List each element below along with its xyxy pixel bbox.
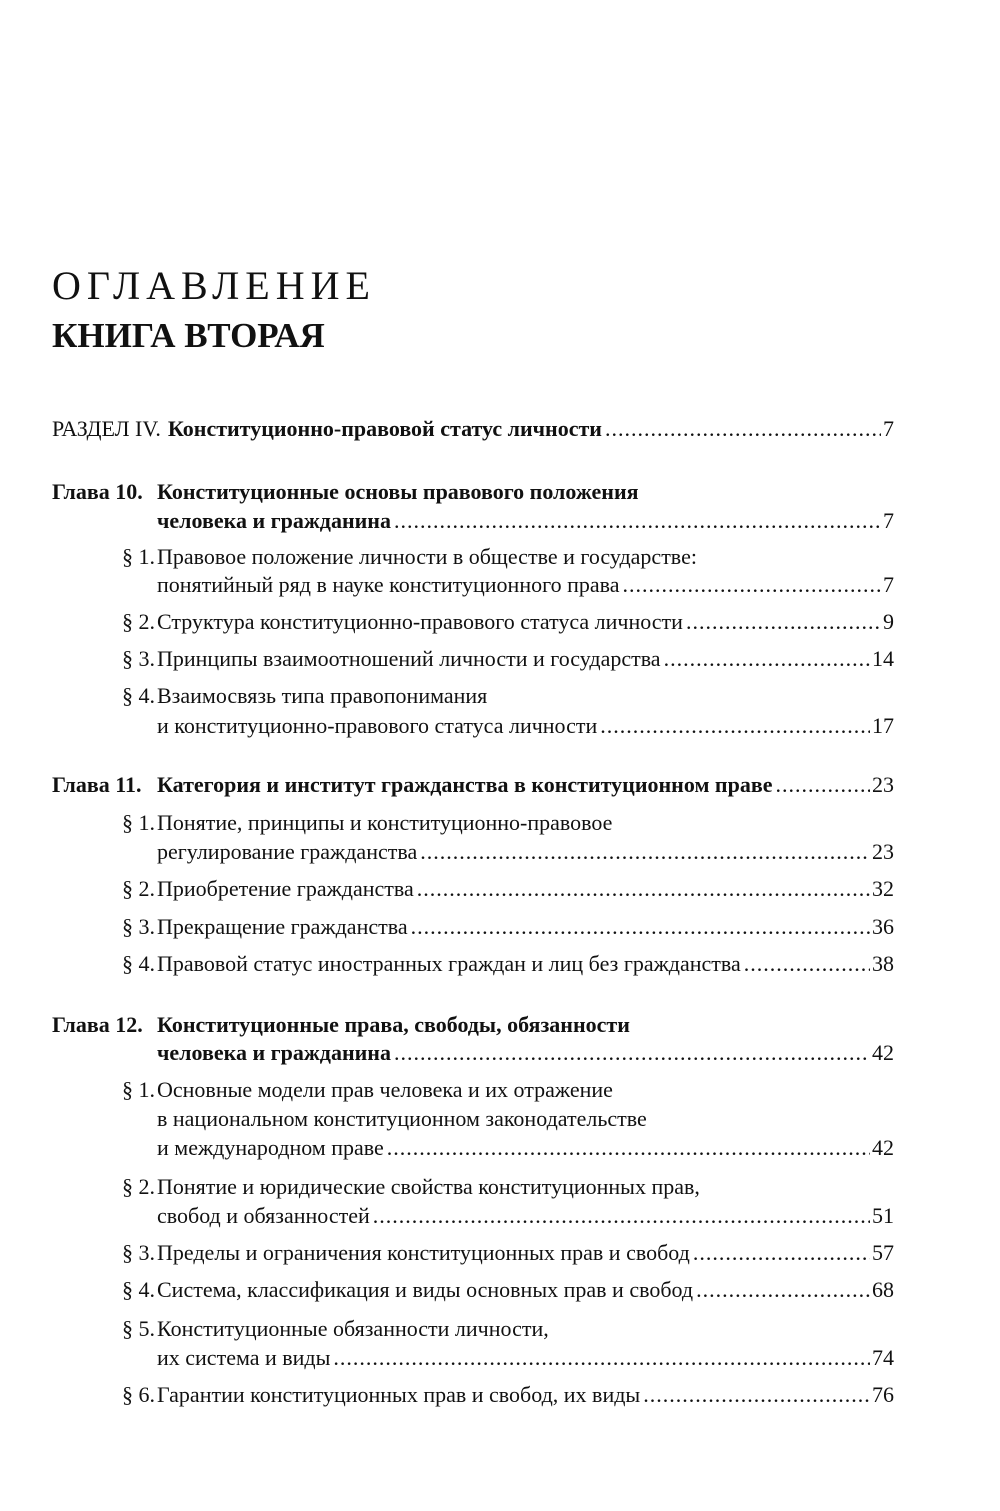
paragraph-number: § 1. bbox=[122, 810, 155, 835]
page-number: 7 bbox=[883, 572, 894, 597]
chapter-label: Глава 10. bbox=[52, 479, 143, 504]
section-prefix: РАЗДЕЛ IV. bbox=[52, 416, 161, 441]
paragraph-number: § 1. bbox=[122, 1077, 155, 1102]
ch11-p3[interactable] bbox=[0, 912, 1000, 942]
page-number: 68 bbox=[872, 1277, 894, 1302]
ch11-p1-line-2[interactable] bbox=[0, 837, 1000, 867]
ch12-p5-line-1[interactable] bbox=[0, 1314, 1000, 1344]
chapter-12-title-line-1[interactable] bbox=[0, 1010, 1000, 1040]
book-heading: КНИГА ВТОРАЯ bbox=[52, 316, 325, 355]
ch10-p4-line-1[interactable] bbox=[0, 681, 1000, 711]
page-number: 42 bbox=[872, 1040, 894, 1065]
dot-leader bbox=[775, 770, 870, 800]
dot-leader bbox=[333, 1343, 870, 1373]
paragraph-title: их система и виды bbox=[157, 1345, 331, 1370]
ch12-p6[interactable] bbox=[0, 1380, 1000, 1410]
paragraph-title: Конституционные обязанности личности, bbox=[157, 1316, 549, 1341]
paragraph-title: Правовое положение личности в обществе и государстве: bbox=[157, 544, 697, 569]
dot-leader bbox=[622, 570, 881, 600]
dot-leader bbox=[605, 414, 881, 444]
ch12-p2-line-1[interactable] bbox=[0, 1172, 1000, 1202]
chapter-10-title-line-2[interactable] bbox=[0, 506, 1000, 536]
paragraph-title: Основные модели прав человека и их отражение bbox=[157, 1077, 613, 1102]
paragraph-number: § 1. bbox=[122, 544, 155, 569]
paragraph-title: и конституционно-правового статуса личности bbox=[157, 713, 598, 738]
page-number: 74 bbox=[872, 1345, 894, 1370]
paragraph-title: Взаимосвязь типа правопонимания bbox=[157, 683, 488, 708]
paragraph-title: Структура конституционно-правового статуса личности bbox=[157, 609, 683, 634]
toc-heading: ОГЛАВЛЕНИЕ bbox=[52, 263, 376, 308]
paragraph-title: регулирование гражданства bbox=[157, 839, 418, 864]
paragraph-number: § 4. bbox=[122, 951, 155, 976]
page-number: 7 bbox=[883, 416, 894, 441]
chapter-11-title[interactable] bbox=[0, 770, 1000, 800]
paragraph-title: свобод и обязанностей bbox=[157, 1203, 370, 1228]
ch11-p1-line-1[interactable] bbox=[0, 808, 1000, 838]
chapter-12-title-line-2[interactable] bbox=[0, 1038, 1000, 1068]
dot-leader bbox=[394, 1038, 870, 1068]
page-number: 32 bbox=[872, 876, 894, 901]
dot-leader bbox=[420, 837, 870, 867]
ch12-p1-line-3[interactable] bbox=[0, 1133, 1000, 1163]
page-number: 23 bbox=[872, 839, 894, 864]
ch10-p1-line-2[interactable] bbox=[0, 570, 1000, 600]
page-number: 42 bbox=[872, 1135, 894, 1160]
paragraph-title: Понятие, принципы и конституционно-правовое bbox=[157, 810, 613, 835]
paragraph-number: § 3. bbox=[122, 1240, 155, 1265]
dot-leader bbox=[664, 644, 870, 674]
paragraph-title: Понятие и юридические свойства конституционных прав, bbox=[157, 1174, 700, 1199]
paragraph-title: Правовой статус иностранных граждан и лиц без гражданства bbox=[157, 951, 741, 976]
chapter-title: человека и гражданина bbox=[157, 1040, 391, 1065]
ch10-p3[interactable] bbox=[0, 644, 1000, 674]
ch10-p4-line-2[interactable] bbox=[0, 711, 1000, 741]
toc-entry-section[interactable] bbox=[0, 414, 1000, 444]
page-number: 76 bbox=[872, 1382, 894, 1407]
page-number: 36 bbox=[872, 914, 894, 939]
page-number: 17 bbox=[872, 713, 894, 738]
paragraph-number: § 3. bbox=[122, 646, 155, 671]
chapter-10-title-line-1[interactable] bbox=[0, 477, 1000, 507]
dot-leader bbox=[387, 1133, 870, 1163]
paragraph-number: § 2. bbox=[122, 876, 155, 901]
paragraph-number: § 3. bbox=[122, 914, 155, 939]
page-number: 51 bbox=[872, 1203, 894, 1228]
paragraph-title: Система, классификация и виды основных прав и свобод bbox=[157, 1277, 694, 1302]
dot-leader bbox=[417, 874, 870, 904]
chapter-title: Конституционные права, свободы, обязанности bbox=[157, 1012, 630, 1037]
paragraph-number: § 5. bbox=[122, 1316, 155, 1341]
ch12-p5-line-2[interactable] bbox=[0, 1343, 1000, 1373]
paragraph-title: Приобретение гражданства bbox=[157, 876, 414, 901]
dot-leader bbox=[600, 711, 870, 741]
paragraph-number: § 4. bbox=[122, 683, 155, 708]
page-number: 23 bbox=[872, 772, 894, 797]
ch12-p2-line-2[interactable] bbox=[0, 1201, 1000, 1231]
ch11-p2[interactable] bbox=[0, 874, 1000, 904]
dot-leader bbox=[696, 1275, 870, 1305]
paragraph-number: § 6. bbox=[122, 1382, 155, 1407]
paragraph-number: § 2. bbox=[122, 1174, 155, 1199]
ch10-p2[interactable] bbox=[0, 607, 1000, 637]
chapter-label: Глава 11. bbox=[52, 772, 142, 797]
dot-leader bbox=[643, 1380, 870, 1410]
section-title: Конституционно-правовой статус личности bbox=[167, 416, 602, 441]
paragraph-title: Принципы взаимоотношений личности и государства bbox=[157, 646, 661, 671]
page-number: 9 bbox=[883, 609, 894, 634]
page-number: 38 bbox=[872, 951, 894, 976]
paragraph-title: понятийный ряд в науке конституционного права bbox=[157, 572, 620, 597]
dot-leader bbox=[394, 506, 881, 536]
dot-leader bbox=[373, 1201, 870, 1231]
ch10-p1-line-1[interactable] bbox=[0, 542, 1000, 572]
chapter-title: Категория и институт гражданства в конституционном праве bbox=[157, 772, 773, 797]
paragraph-title: Пределы и ограничения конституционных прав и свобод bbox=[157, 1240, 690, 1265]
paragraph-title: в национальном конституционном законодательстве bbox=[157, 1106, 647, 1131]
ch12-p1-line-2[interactable] bbox=[0, 1104, 1000, 1134]
page-number: 57 bbox=[872, 1240, 894, 1265]
dot-leader bbox=[744, 949, 870, 979]
page-number: 7 bbox=[883, 508, 894, 533]
ch12-p4[interactable] bbox=[0, 1275, 1000, 1305]
paragraph-title: Прекращение гражданства bbox=[157, 914, 408, 939]
ch11-p4[interactable] bbox=[0, 949, 1000, 979]
paragraph-number: § 4. bbox=[122, 1277, 155, 1302]
paragraph-title: и международном праве bbox=[157, 1135, 384, 1160]
page-number: 14 bbox=[872, 646, 894, 671]
ch12-p3[interactable] bbox=[0, 1238, 1000, 1268]
chapter-label: Глава 12. bbox=[52, 1012, 143, 1037]
dot-leader bbox=[686, 607, 881, 637]
paragraph-title: Гарантии конституционных прав и свобод, их виды bbox=[157, 1382, 641, 1407]
dot-leader bbox=[693, 1238, 870, 1268]
paragraph-number: § 2. bbox=[122, 609, 155, 634]
chapter-title: человека и гражданина bbox=[157, 508, 391, 533]
ch12-p1-line-1[interactable] bbox=[0, 1075, 1000, 1105]
dot-leader bbox=[411, 912, 870, 942]
chapter-title: Конституционные основы правового положения bbox=[157, 479, 639, 504]
